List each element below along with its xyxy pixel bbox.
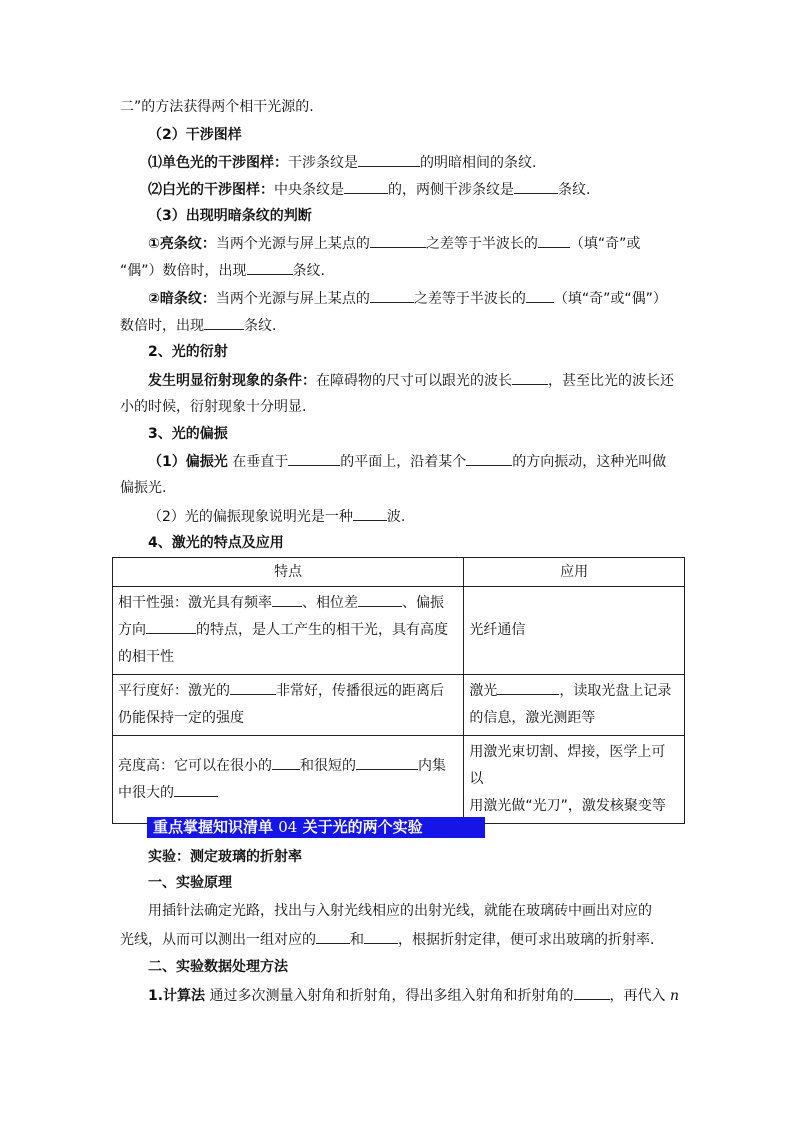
blank [316, 929, 350, 944]
text: ，甚至比光的波长还 [548, 373, 674, 389]
text: 中央条纹是 [274, 182, 344, 198]
text: 用激光做“光刀”，激发核聚变等 [469, 798, 666, 814]
cell-feature [113, 736, 464, 824]
fringe-judgment-heading [148, 206, 312, 226]
text: 数倍时，出现 [120, 318, 204, 334]
section-banner [147, 817, 485, 838]
text: 的特点，是人工产生的相干光，具有高度 [196, 622, 448, 638]
cell-feature [113, 587, 464, 675]
text: 亮度高：它可以在很小的 [118, 757, 272, 774]
bright-fringe-line-1 [148, 233, 640, 254]
text: “偶”）数倍时，出现 [120, 263, 247, 279]
principle-line-1 [148, 901, 652, 921]
heading-text: 二、实验数据处理方法 [148, 959, 288, 975]
item-label: ①亮条纹： [148, 236, 216, 252]
polarization-line-2 [120, 478, 166, 498]
blank [514, 179, 558, 194]
blank [356, 755, 418, 770]
interference-pattern-heading [148, 125, 242, 145]
text: 的相干性 [118, 649, 174, 665]
blank [538, 233, 570, 248]
blank [344, 179, 388, 194]
text: 的信息，激光测距等 [469, 710, 596, 726]
blank [174, 782, 218, 797]
experiment-title [148, 847, 302, 867]
heading-text: 4、激光的特点及应用 [148, 535, 284, 551]
blank [364, 929, 398, 944]
principle-heading [148, 873, 232, 893]
text: 的，两侧干涉条纹是 [388, 182, 514, 198]
text: 小的时候，衍射现象十分明显. [120, 399, 307, 415]
item-label: ⑴单色光的干涉图样： [148, 155, 288, 171]
table-row [113, 587, 685, 675]
heading-text: 实验：测定玻璃的折射率 [148, 849, 302, 865]
text: （填“奇”或 [569, 236, 641, 252]
text: 用激光束切割、焊接，医学上可以 [469, 744, 666, 787]
banner-left: 重点掌握知识清单 [153, 818, 274, 836]
blank [247, 260, 293, 275]
diffraction-line-2 [120, 397, 306, 417]
text: 条纹. [244, 318, 277, 334]
polarization-heading [148, 424, 228, 444]
item-label: 1.计算法 [148, 988, 206, 1004]
text: 之差等于半波长的 [413, 291, 526, 307]
calculation-line [148, 985, 679, 1006]
blank [526, 288, 554, 303]
blank [370, 233, 426, 248]
blank [358, 152, 420, 167]
blank [370, 288, 414, 303]
heading-text: 3、光的偏振 [148, 426, 228, 442]
polarization-line-3 [148, 506, 405, 527]
heading-text: （3）出现明暗条纹的判断 [148, 208, 312, 224]
banner-number: 04 [278, 818, 298, 836]
blank [358, 592, 402, 607]
text: 相干性强：激光具有频率 [118, 595, 272, 611]
heading-text: 一、实验原理 [148, 875, 232, 891]
intro-line [120, 97, 314, 117]
text: 在障碍物的尺寸可以跟光的波长 [316, 373, 512, 389]
text: 方向 [118, 622, 146, 638]
dark-fringe-line-1 [148, 288, 667, 309]
cell-application [464, 736, 685, 824]
table-row [113, 675, 685, 736]
banner-right: 关于光的两个实验 [302, 818, 423, 836]
diffraction-line-1 [148, 370, 674, 391]
text: 条纹. [558, 182, 591, 198]
blank [230, 680, 276, 695]
header-feature: 特点 [113, 558, 464, 587]
data-method-heading [148, 957, 288, 977]
blank [204, 315, 244, 330]
cell-application [464, 675, 685, 736]
text: 用插针法确定光路，找出与入射光线相应的出射光线，就能在玻璃砖中画出对应的 [148, 903, 652, 919]
blank [272, 592, 302, 607]
text: 内集 [418, 757, 446, 774]
table-header-row [113, 558, 685, 587]
item-label: ⑵白光的干涉图样： [148, 182, 274, 198]
blank [353, 506, 387, 521]
header-application: 应用 [464, 558, 685, 587]
text: 的方向振动，这种光叫做 [512, 454, 667, 470]
text: 和很短的 [300, 757, 356, 774]
text: 波. [386, 509, 406, 525]
blank [146, 619, 196, 634]
text: （2）光的偏振现象说明光是一种 [148, 509, 353, 525]
table-row [113, 736, 685, 824]
blank [272, 755, 300, 770]
cell-application: 光纤通信 [464, 587, 685, 675]
text: 当两个光源与屏上某点的 [215, 236, 370, 252]
text: 非常好，传播很远的距离后 [276, 683, 444, 699]
text: 光线，从而可以测出一组对应的 [120, 932, 316, 948]
text: 和 [350, 932, 364, 948]
item-label: （1）偏振光 [148, 454, 228, 470]
text: 通过多次测量入射角和折射角，得出多组入射角和折射角的 [205, 988, 574, 1004]
text: ，读取光盘上记录 [559, 683, 672, 699]
text: 当两个光源与屏上某点的 [215, 291, 370, 307]
text: 偏振光. [120, 480, 167, 496]
blank [497, 680, 559, 695]
diffraction-heading [148, 342, 228, 362]
text: 的明暗相间的条纹. [420, 155, 537, 171]
item-label: 发生明显衍射现象的条件： [148, 373, 316, 389]
mono-light-pattern [148, 152, 536, 173]
variable-n: n [669, 988, 679, 1004]
bright-fringe-line-2 [120, 260, 325, 281]
text: 激光 [469, 683, 498, 699]
blank [512, 370, 548, 385]
polarization-line-1 [148, 451, 666, 472]
text: 中很大的 [118, 784, 174, 801]
blank [466, 451, 512, 466]
laser-heading [148, 533, 284, 553]
heading-text: （2）干涉图样 [148, 127, 242, 143]
text: 、偏振 [402, 595, 444, 611]
intro-text: 二”的方法获得两个相干光源的. [120, 99, 314, 115]
text: 仍能保持一定的强度 [118, 710, 244, 726]
text: 平行度好：激光的 [118, 683, 230, 699]
heading-text: 2、光的衍射 [148, 344, 228, 360]
laser-table [112, 557, 685, 824]
principle-line-2 [120, 929, 654, 950]
item-label: ②暗条纹： [148, 291, 216, 307]
text: 条纹. [292, 263, 325, 279]
text: 干涉条纹是 [288, 155, 358, 171]
white-light-pattern [148, 179, 590, 200]
dark-fringe-line-2 [120, 315, 276, 336]
text: 在垂直于 [227, 454, 289, 470]
text: （填“奇”或“偶”） [553, 291, 667, 307]
cell-feature [113, 675, 464, 736]
text: ，根据折射定律，便可求出玻璃的折射率. [398, 932, 655, 948]
text: 的平面上，沿着某个 [340, 454, 467, 470]
text: 之差等于半波长的 [425, 236, 538, 252]
text: 、相位差 [302, 595, 358, 611]
text: ，再代入 [609, 988, 670, 1004]
blank [288, 451, 340, 466]
blank [574, 985, 610, 1000]
